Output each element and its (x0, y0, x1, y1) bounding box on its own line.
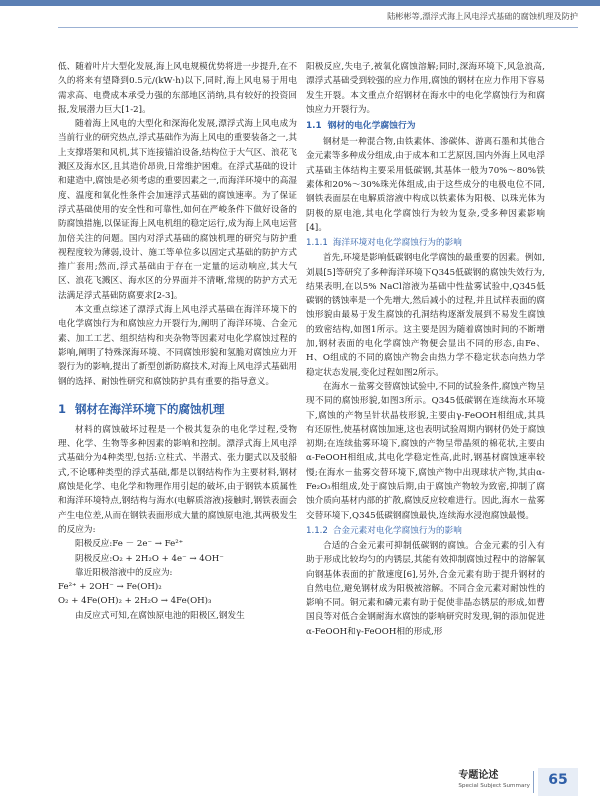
header-stripe (0, 0, 600, 6)
formula-anode: 阳极反应:Fe － 2e⁻ → Fe²⁺ (75, 539, 184, 550)
footer-divider (533, 771, 534, 793)
footer-subtitle: Special Subject Summary (458, 783, 530, 789)
right-column (306, 60, 545, 639)
subsection-heading (306, 119, 545, 133)
subsubsection-title: 合金元素对电化学腐蚀行为的影响 (332, 525, 462, 536)
subsubsection-number: 1.1.2 (306, 525, 328, 536)
paragraph: 合适的合金元素可抑制低碳钢的腐蚀。合金元素的引入有助于形成比较均匀的内锈层,其能有效抑制腐蚀过程中的溶解氧向钢基体表面的扩散速度[6],另外,合金元素有助于提升钢材的自然电位,避免钢材成为阳极被溶解。不同合金元素对耐蚀性的影响不同。铜元素和磷元素有助于促使非晶态锈层的形成,如曹国良等对低合金钢耐海水腐蚀的影响研究时发现,铜的添加促进α-FeOOH和γ-FeOOH相的形成,形 (306, 540, 545, 637)
formula-cathode: 阴极反应:O₂ + 2H₂O + 4e⁻ → 4OH⁻ (75, 553, 224, 564)
page-number: 65 (548, 772, 568, 788)
paragraph: 阳极反应,失电子,被氧化腐蚀溶解;同时,深海环境下,风急浪高,漂浮式基础受到较强的应力作用,腐蚀的钢材在应力作用下容易发生开裂。本文重点介绍钢材在海水中的电化学腐蚀行为和腐蚀应力开裂行为。 (306, 62, 545, 115)
formula-caption: 靠近阳极溶液中的反应为: (75, 567, 173, 578)
page-number-box (538, 768, 578, 796)
section-heading (58, 401, 297, 417)
subsubsection-title: 海洋环境对电化学腐蚀行为的影响 (332, 238, 462, 249)
paragraph: 首先,环境是影响低碳钢电化学腐蚀的最重要的因素。例如,刘晨[5]等研究了多种海洋环境下Q345低碳钢的腐蚀失效行为,结果表明,在以5% NaCl溶液为基础中性盐雾试验中,Q345低碳钢的锈蚀率是一个先增大,然后减小的过程,并且试样表面的腐蚀形貌由最易于发生腐蚀的孔洞结构逐渐发展到不易发生腐蚀的致密结构,如图1所示。这主要是因为随着腐蚀时间的不断增加,钢材表面的电化学腐蚀产物便会显出不同的形态,由Fe、H、O组成的不同的腐蚀产物会由热力学不稳定状态向热力学稳定状态发展,变化过程如图2所示。 (306, 253, 545, 378)
section-number: 1 (58, 401, 67, 416)
paragraph: 本文重点综述了漂浮式海上风电浮式基础在海洋环境下的电化学腐蚀行为和腐蚀应力开裂行为,阐明了海洋环境、合金元素、加工工艺、组织结构和夹杂物等因素对电化学腐蚀过程的影响,阐明了特殊深海环境、不同腐蚀形貌和氢脆对腐蚀应力开裂行为的影响,提出了新型创新防腐技术,对海上风电浮式基础用钢的选择、耐蚀性研究和腐蚀防护具有重要的指导意义。 (58, 305, 297, 387)
header-rule (58, 27, 578, 28)
subsubsection-heading (306, 236, 545, 250)
section-title: 钢材在海洋环境下的腐蚀机理 (75, 401, 225, 416)
paragraph: 由反应式可知,在腐蚀原电池的阳极区,钢发生 (75, 610, 245, 621)
paragraph: 材料的腐蚀破坏过程是一个极其复杂的电化学过程,受物理、化学、生物等多种因素的影响和控制。漂浮式海上风电浮式基础分为4种类型,包括:立柱式、半潜式、张力腿式以及驳船式,不论哪种类型的浮式基础,都是以钢结构作为主要材料,钢材腐蚀是化学、电化学和物理作用引起的破坏,由于钢铁本质属性和海洋环境特点,钢结构与海水(电解质溶液)接触时,钢铁表面会产生电位差,从而在钢铁表面形成大量的腐蚀原电池,其两极发生的反应为: (58, 424, 297, 535)
footer-label (458, 770, 530, 790)
formula-hydroxide: Fe²⁺ + 2OH⁻ → Fe(OH)₂ (58, 582, 162, 593)
paragraph: 在海水－盐雾交替腐蚀试验中,不同的试验条件,腐蚀产物呈现不同的腐蚀形貌,如图3所示。Q345低碳钢在连续海水环境下,腐蚀的产物呈针状晶枝形貌,主要由γ-FeOOH相组成,其具有还原性,使基材腐蚀加速,这也表明试验周期内钢材仍处于腐蚀初期;在连续盐雾环境下,腐蚀的产物呈带晶须的棉花状,主要由α-FeOOH相组成,其电化学稳定性高,此时,钢基材腐蚀速率较慢;在海水－盐雾交替环境下,腐蚀产物中出现球状产物,其由α-Fe₂O₃相组成,处于腐蚀后期,由于腐蚀产物较为致密,抑制了腐蚀介质向基材内部的扩散,腐蚀反应较难进行。因此,海水－盐雾交替环境下,Q345低碳钢腐蚀最快,连续海水浸泡腐蚀最慢。 (306, 381, 545, 521)
page-footer (438, 768, 578, 796)
paragraph: 低、随着叶片大型化发展,海上风电规模优势将进一步提升,在不久的将来有望降到0.5元/(kW·h)以下,同时,海上风电易于用电需求高、电费成本承受力强的东部地区消纳,具有较好的投资回报,发展潜力巨大[1-2]。 (58, 62, 297, 115)
subsection-title: 钢材的电化学腐蚀行为 (327, 121, 416, 132)
formula-oxidation: O₂ + 4Fe(OH)₂ + 2H₂O → 4Fe(OH)₃ (58, 596, 212, 607)
page-header (0, 0, 600, 30)
left-column (58, 60, 297, 623)
subsection-number: 1.1 (306, 121, 322, 132)
running-title: 陆彬彬等,漂浮式海上风电浮式基础的腐蚀机理及防护 (387, 11, 578, 21)
paragraph: 随着海上风电的大型化和深海化发展,漂浮式海上风电成为当前行业的研究热点,浮式基础作为海上风电的重要装备之一,其上支撑塔架和风机,其下连接锚泊设备,结构位于大气区、浪花飞溅区及海水区,且其造价昂贵,日常维护困难。在浮式基础的设计和建造中,腐蚀是必须考虑的重要因素之一,而海洋环境中的高湿度、温度和氧化性条件会加速浮式基础的腐蚀速率。为了保证浮式基础使用的安全性和可靠性,如何在严峻条件下做好设备的防腐蚀措施,以保证海上风电机组的稳定运行,成为海上风电运营加倍关注的问题。国内对浮式基础的腐蚀机理的研究与防护重视程度较为薄弱,设计、施工等单位多以固定式基础的防护方式推广套用;然而,浮式基础由于存在一定量的运动响应,其大气区、浪花飞溅区、海水区的分界面并不清晰,常规的防护方式无法满足浮式基础防腐要求[2-3]。 (58, 119, 297, 301)
subsubsection-heading (306, 524, 545, 538)
footer-title: 专题论述 (458, 770, 499, 781)
subsubsection-number: 1.1.1 (306, 238, 328, 249)
paragraph: 钢材是一种混合物,由铁素体、渗碳体、游离石墨和其他合金元素等多种成分组成,由于成本和工艺原因,国内外海上风电浮式基础主体结构主要采用低碳钢,其基体一般为70%～80%铁素体和20%～30%珠光体组成,由于这些成分的电极电位不同,钢铁表面层在电解质溶液中构成以铁素体为阳极、以珠光体为阴极的原电池,其电化学腐蚀行为较为复杂,受多种因素影响[4]。 (306, 137, 545, 233)
